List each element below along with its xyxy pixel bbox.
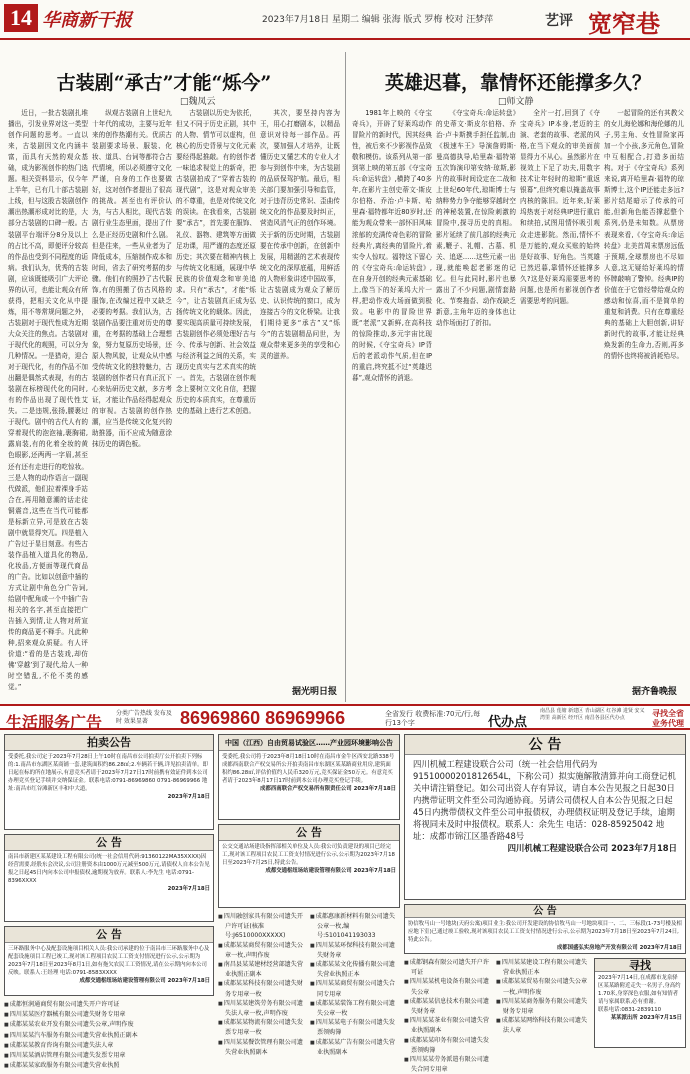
list-item: ■ 成都钢森有限公司遗失开户许可证 — [404, 958, 494, 977]
auction-notice-title: 拍卖公告 — [5, 735, 213, 751]
auction-notice — [4, 734, 214, 830]
notice-left-title: 公 告 — [5, 835, 213, 851]
lost-list-col-2 — [310, 912, 400, 1056]
sichuan-notice-title: 公 告 — [405, 735, 685, 755]
list-item: ■ 四川某某电子有限公司遗失发票领购簿 — [310, 1018, 400, 1037]
article-left-col-2: 纵观古装剧自上世纪九十年代的成功，主要与近年来的创作热潮有关。优质古装剧要求场景、服装、化妆、道具、台词等都符合古代情境，所以必须遵守文化严谨，自身的工作也要做好，这对创作者提出了很高的挑战。甚至也有评价认为，与古人相比，现代古装剧行业生态里面，提出了什么是正经历史剧和什么剧。但是往来，一些从业者为了降低成本，压缩制作成本和时间，省去了研究考据的步骤。他们有的照抄了古代服饰,有的照搬了仿古风格的服饰,在改编过程中又缺乏必要的考据。我们认为，古装剧作品要注重对历史的尊重，在考据的基础上合理想象，努力复原历史场景，还原人物风貌，让观众从中感受传统文化的独特魅力，古装剧的创作者只有真正沉下心来钻研历史文献，多方考证，才能让作品经得起观众的审视。古装剧的创作热潮，应当是传统文化复兴的助推器，而不应成为随意涂抹历史的调色板。 — [92, 109, 172, 449]
list-item: ■ 成都某某印务有限公司遗失发票领购簿 — [404, 1036, 494, 1055]
list-item: ■ 四川某某茶业有限公司遗失营业执照副本 — [404, 1016, 494, 1035]
service-agent-list: 南昌县 莲塘 新建区 青山湖区 红谷滩 进贤 安义 湾里 高新区 经开区 南昌各县区代办点 — [540, 708, 645, 721]
dateline: 2023年7月18日 星期二 编辑 张海 版式 罗梅 校对 汪梦萍 — [262, 15, 494, 25]
service-hotline: 寻找全省业务代理 — [652, 709, 684, 728]
sichuan-notice — [404, 734, 686, 900]
seeking-notice-title: 寻找 — [595, 959, 685, 972]
seeking-notice-body: 2023年7月14日,在成都市龙泉驿区某某路附近走失一名男子,身高约1.70米,身穿深色衣服,如有知情者请与家属联系,必有重谢。 — [598, 975, 681, 1005]
list-item: ■ 四川某某商务服务有限公司遗失财务专用章 — [496, 997, 590, 1016]
article-right-title: 英雄迟暮，靠情怀还能撑多久？ — [384, 72, 651, 94]
environment-notice-2-sign: 成都交通枢纽场站建设管理有限公司 2023年7月18日 — [265, 868, 396, 874]
list-item: ■ 成都某某贸易有限公司遗失公章一枚,声明作废 — [496, 977, 590, 996]
environment-notice-body: 受委托,我公司将于2023年8月18日10时在南昌市金牛区西安北路338号成都西南联合产权交易所公开拍卖南昌市东湖区某某路商业用房,建筑面积约86.28㎡,评估价值约人民币320万元,竞买保证金50万元。有意竞买者请于2023年8月17日17时前到本公司办理竞买登记手续。 — [222, 754, 395, 784]
notice-left-body: 南昌市新建区某某建设工程有限公司(统一社会信用代码:91360122MA35XXXX)因经营需要,经股东会决议,公司注册资本由1000万元减至500万元,请债权人自本公告见报之日起45日内向本公司申报债权,逾期视为放弃。联系人:李先生 电话:0791-8396XXXX — [8, 854, 210, 884]
article-left-col-1: 近日，一批古装剧扎堆播出，引发业界对这一类型创作问题的思考。一直以来，古装剧因文化内涵丰富，而具有天然的观众基础，成为影视创作的热门选题。相关资料显示，仅今年上半年，已有几十部古装剧上线，但与这股古装剧创作潮出热潮形成对比的是，大部分古装剧的口碑一般。古装剧平台端评分8分及以上的占比不高，即便评分较高的作品也受到不同程度的诟病。我们认为，优秀的古装剧，应该既能吸引广大评论界的认可，也能让观众有所获得，把相关文化从中提炼，用不等常规问题之外，古装剧对于现代性成为近期大众关注的焦点。古装剧对于现代化的观照，可以分为几种情况。一是猎奇，迎合对于现代化，有的作品不加出翻是偶然式表现，有的古装剧在标榜现代化的同时,有的作品出现了现代性艾失。二是违规,张扬,腰裹过于现代。剧中的古代人有的穿着现代的泡泡袖,裹胸裙,露肩装,有的化着全妆的黄色眼影,还两两一字眉,甚至还有还有走进行的吃惊妆。三是人物的动作语言一副现代做派，他们拉着裸身手站合在,再用随意潮的话走徒铜震音,这些在当代可能都是标新立异,可是放在古装剧中就显得突兀。四是植入广告过于显目刻意。有些古装作品植入道具化的物品,化妆品,方便面等现代商品的广告。比如以创意中插的方式让剧中角色分广告词,给剧中配角或一个中插广告相关的名字,甚至直接把广告插入到情,让人物对所宣传的商品更不释手。凡此种种,招来观众质疑。有人评价道:“看的是古装戏,却仿佛‘穿越’到了现代,给人一种时空错乱,不伦不类的感觉。” — [8, 109, 88, 692]
environment-notice-2-title: 公 告 — [219, 825, 399, 841]
lost-list-col-1 — [218, 912, 308, 1056]
list-item: ■ 成都某某科技有限公司遗失财务专用章一枚 — [218, 979, 308, 998]
article-right-col-4: 一起冒险的还有其教父的女儿海伦娜和海伦娜的儿子,男主角、女性冒险家再加一个小孩,多元角色,冒险中互相配合,打造多面结构。对于《夺宝奇兵》系列来说,离开哈里森·福特的琼斯博士,这个IP还能走多远?影片结尾暗示了传承的可能,但新角色能否撑起整个系列,仍是未知数。从票房表现来看,《夺宝奇兵:命运转盘》北美首周末票房远低于预期,全球票房也不尽如人意,这无疑给好莱坞的情怀牌敲响了警钟。经典IP的价值在于它曾经带给观众的感动和惊喜,而不是简单的重复和消费。只有在尊重经典的基础上大胆创新,讲好新时代的故事,才能让经典焕发新的生命力,否则,再多的情怀也终将被消耗殆尽。 — [604, 109, 684, 361]
environment-notice-sign: 成都西南联合产权交易所有限责任公司 2023年7月18日 — [260, 786, 396, 792]
list-item: ■ 成都恒润通商贸有限公司遗失开户许可证 — [4, 1000, 214, 1010]
masthead-logo: 华商新干报 — [42, 10, 132, 31]
service-price: 全省发行 收费标准:70元/行,每行13个字 — [385, 710, 481, 727]
column-divider — [345, 52, 346, 702]
service-ad-band — [0, 704, 690, 730]
lost-list-col-3 — [4, 1000, 214, 1070]
list-item: ■ 成都某某信息技术有限公司遗失财务章 — [404, 997, 494, 1016]
page-header — [0, 0, 690, 40]
section-label: 艺评 — [545, 13, 573, 29]
article-right-col-3: 全片一打,回到了《夺宝奇兵》IP本身,老迈的主演、老套的故事、老派的风格,在当下观众的审美面前显得力不从心。虽然影片在视效上下足了功夫,用数字技术让年轻时的琼斯“重返银幕”,但终究难以掩盖故事内核的陈旧。近年来,好莱坞热衷于对经典IP进行重启和续拍,试图用情怀吸引观众走进影院。然而,情怀不是万能的,观众买账的始终是好故事、好角色。当英雄已然迟暮,靠情怀还能撑多久?这是好莱坞需要思考的问题,也是所有影视创作者需要思考的问题。 — [520, 109, 600, 305]
page-number: 14 — [4, 4, 38, 32]
notice-left — [4, 834, 214, 922]
list-item: ■ 成都某某文化传播有限公司遗失营业执照正本 — [310, 960, 400, 979]
article-right-col-1: 1981年上映的《夺宝奇兵》，开辟了好莱坞动作冒险片的新时代，因其经典性，被后来不少影视作品致敬和模仿。该系列从第一部到第上映的第五部《夺宝奇兵:命运转盘》,横跨了40多年,在影片主创史蒂文·斯皮尔伯格、乔治·卢卡斯、哈里森·福特都年近80岁时,还能为观众带来一部怀旧风味浓郁的充满传奇色彩的冒险经典片,离经典的冒险片,着实令人惊叹。福特这下留心的《夺宝奇兵:命运转盘》,在自身开创的经典元素基础上,像当下的好莱坞大片一样,把动作戏大场面做到极致。电影中的冒险世界既“老派”又新鲜,在高科技的惊险推动,多元宇宙比现的时候,《夺宝奇兵》IP背后的老派动作气质,但在IP的重启,终究抵不过“英雄迟暮”,观众情怀的消退。 — [352, 109, 432, 383]
seeking-notice-sign: 某某派出所 2023年7月15日 — [610, 1015, 682, 1021]
environment-notice-2-body: 公交交通站场建设指挥部相关单位及人员:我公司负责建设的项目已经完工,现对该工程项目农民工工资支付情况进行公示,公示期为2023年7月18日至2023年7月25日,特此公告。 — [222, 844, 395, 866]
list-item: ■ 成都某某农业开发有限公司遗失公章,声明作废 — [4, 1020, 214, 1030]
notice-left-2 — [4, 926, 214, 996]
list-item: ■ 四川某某机电设备有限公司遗失公章 — [404, 977, 494, 996]
list-item: ■ 四川某某劳务派遣有限公司遗失合同专用章 — [404, 1055, 494, 1074]
list-item: ■ 成都某某广告有限公司遗失营业执照副本 — [310, 1038, 400, 1057]
list-item: ■ 四川某某建筑劳务有限公司遗失法人章一枚,声明作废 — [218, 999, 308, 1018]
sichuan-notice-body: 四川机械工程建设联合公司（统一社会信用代码为91510000201812654L，下称公司）拟实施解散清算并向工商登记机关申请注销登记。如公司出资人存有异议，请自本公告见报之日起30日内携带证明文件至公司沟通协商。另请公司债权人自本公告见报之日起45日内携带债权文件至公司申报债权，办理债权证明及登记手续，逾期将视同未及时申报债权。联系人：余先生 电话：028-85925042 地址：成都市锦江区墨香路48号 — [413, 759, 676, 841]
tender-notice-sign: 成都国盛弘实房地产开发有限公司 2023年7月18日 — [556, 945, 682, 951]
auction-notice-body: 受委托,我公司定于2023年7月28日上午10时在南昌市公司拍卖厅公开拍卖下列标的:1.南昌市东湖区某商铺一套,建筑面积约86.28㎡;2.车辆若干辆,详见拍卖清单。即日起在标的所在地展示,有意竞买者请于2023年7月27日17时前携有效证件到本公司办理竞买登记手续并交纳保证金。联系电话:0791-86969860 0791-86969966 地址:南昌市红谷滩新区丰和中大道。 — [8, 754, 208, 792]
article-right-source: 据齐鲁晚报 — [632, 687, 678, 697]
list-item: ■ 成都某某教育咨询有限公司遗失法人章 — [4, 1041, 214, 1051]
tender-notice-title: 公 告 — [405, 905, 685, 918]
article-right-col-2: 《夺宝奇兵:命运转盘》的史蒂文·斯皮尔伯格、乔治·卢卡斯携手担任监制,由《极速车王》导演詹姆斯·曼高德执导,哈里森·福特第五次饰演印第安纳·琼斯,影片的故事时间设定在二战和上世纪60年代,琼斯博士与纳粹势力争夺能够穿越时空的神秘装置,在惊险刺激的冒险中,探寻历史的真相。影片延续了前几部的经典元素,鞭子、礼帽、古墓、机关、追逐……这些元素一出现,就能唤起老影迷的记忆。但与此同时,影片也暴露出了不少问题,剧情套路化、节奏拖沓、动作戏缺乏新意,主角年迈的身体也让动作场面打了折扣。 — [436, 109, 516, 327]
notice-left-2-title: 公 告 — [5, 927, 213, 943]
article-left-title: 古装剧“承古”才能“烁今” — [56, 72, 272, 94]
article-right-byline: □师文静 — [498, 97, 534, 107]
seeking-notice — [594, 958, 686, 1048]
article-left-byline: □魏凤云 — [180, 97, 216, 107]
list-item: ■ 四川某某环保科技有限公司遗失财务章 — [310, 941, 400, 960]
column-name: 宽窄巷 — [588, 9, 660, 38]
list-item: ■ 四川某某酒店管理有限公司遗失发票专用章 — [4, 1051, 214, 1061]
tender-notice-body: 协信牧马山一号地块(天府公寓)项目业主:我公司开发建设的协信牧马山一号地块项目一、二、三标段(1-73号楼及相应地下室)已通过竣工验收,现对该项目农民工工资支付情况进行公示,公示期为2023年7月18日至2023年7月24日,特此公告。 — [408, 921, 682, 943]
seeking-notice-contact: 联系电话:0831-2839110 — [598, 1007, 662, 1013]
environment-notice-title: 中国（江西）自由贸易试验区……产业园环境影响公告 — [219, 735, 399, 751]
article-left-col-3: 古装剧以历史为依托，但又不同于历史正剧，其中的人物、情节可以虚构，但核心的历史背景与文化元素要经得起推敲。有的创作者一味追求视觉上的新奇，把古装剧拍成了“穿着古装的现代剧”，这是对观众审美的不尊重，也是对传统文化的误读。在我看来，古装剧要“承古”，首先要在服饰、礼仪、器物、建筑等方面做足功课，用严谨的态度还原历史；其次要在精神内核上与传统文化相通，展现中华民族的价值观念和审美追求。只有“承古”，才能“烁今”，让古装剧真正成为弘扬传统文化的载体。因此，要实现高质量可持续发展，古装剧创作必须处理好古与今、传承与创新、社会效益与经济利益之间的关系，实现历史真实与艺术真实的统一。首先，古装剧在创作观念上要树立文化自信，把握历史的本质真实，在尊重历史的基础上进行艺术创造。 — [176, 109, 256, 416]
article-left-col-4: 其次，要坚持内容为王，用心打磨剧本，以精品意识对待每一部作品。再次，要加强人才培养，让既懂历史又懂艺术的专业人才参与到创作中来，为古装剧的品质保驾护航。最后，相关部门要加强引导和监管，对于违背历史常识、歪曲传统文化的作品要及时纠正，营造风清气正的创作环境。关于新的历史时期，古装剧要在传承中创新，在创新中发展，用精湛的艺术表现传统文化的深厚底蕴，用鲜活的人物形象讲述中国故事，让古装剧成为观众了解历史、认识传统的窗口，成为连接古今的文化桥梁。让我们期待更多“承古”又“烁今”的古装剧精品问世，为观众带来更多美的享受和心灵的滋养。 — [260, 109, 340, 361]
list-item: ■ 南昌县某某建材经营部遗失营业执照正副本 — [218, 960, 308, 979]
lost-list-col-5 — [496, 958, 590, 1048]
list-item: ■ 四川某某商贸有限公司遗失合同专用章 — [310, 979, 400, 998]
notice-left-2-body: 三环路服务中心及配套设施项目相关人员:我公司承建的位于南昌市三环路服务中心及配套设施项目工程已竣工,现对该工程项目农民工工资支付情况进行公示,公示期为2023年7月18日至2023年8月1日,如有拖欠农民工工资情况,请在公示期内向本公司反映。联系人:王经理 电话:0791-8583XXXX — [8, 946, 210, 976]
environment-notice-2 — [218, 824, 400, 908]
list-item: ■ 成都某某家政服务有限公司遗失营业执照 — [4, 1061, 214, 1071]
list-item: ■ 成都某某装饰工程有限公司遗失公章一枚 — [310, 999, 400, 1018]
list-item: ■ 成都某某物流有限公司遗失发票专用章一枚 — [218, 1018, 308, 1037]
service-title: 生活服务广告 — [6, 713, 103, 732]
article-left-source: 据光明日报 — [292, 687, 338, 697]
list-item: ■ 成都某某网络科技有限公司遗失法人章 — [496, 1016, 590, 1035]
list-item: ■ 四川某某医疗器械有限公司遗失财务专用章 — [4, 1010, 214, 1020]
notice-left-sign: 2023年7月18日 — [167, 886, 210, 892]
list-item: ■ 四川某某汽车服务有限公司遗失营业执照正副本 — [4, 1031, 214, 1041]
list-item: ■ 成都惠康新材料有限公司遗失公章一枚,编号:5101041193033 — [310, 912, 400, 941]
notice-left-2-sign: 成都交通枢纽场站建设管理有限公司 2023年7月18日 — [79, 978, 210, 984]
service-agent: 代办点 — [488, 715, 528, 730]
service-phone: 86969860 86969966 — [180, 708, 346, 728]
sichuan-notice-sign: 四川机械工程建设联合公司 2023年7月18日 — [507, 843, 677, 853]
list-item: ■ 四川某某餐饮管理有限公司遗失营业执照副本 — [218, 1038, 308, 1057]
list-item: ■ 四川某某建设工程有限公司遗失营业执照正本 — [496, 958, 590, 977]
environment-notice — [218, 734, 400, 820]
service-label: 分类广告热线 发布及时 效果显著 — [116, 710, 172, 725]
lost-list-col-4 — [404, 958, 494, 1074]
list-item: ■ 成都某某商贸有限公司遗失公章一枚,声明作废 — [218, 941, 308, 960]
tender-notice — [404, 904, 686, 954]
list-item: ■ 四川融创家具有限公司遗失开户许可证(核准号:J6510000XXXXX) — [218, 912, 308, 941]
auction-notice-sign: 2023年7月18日 — [167, 794, 210, 800]
